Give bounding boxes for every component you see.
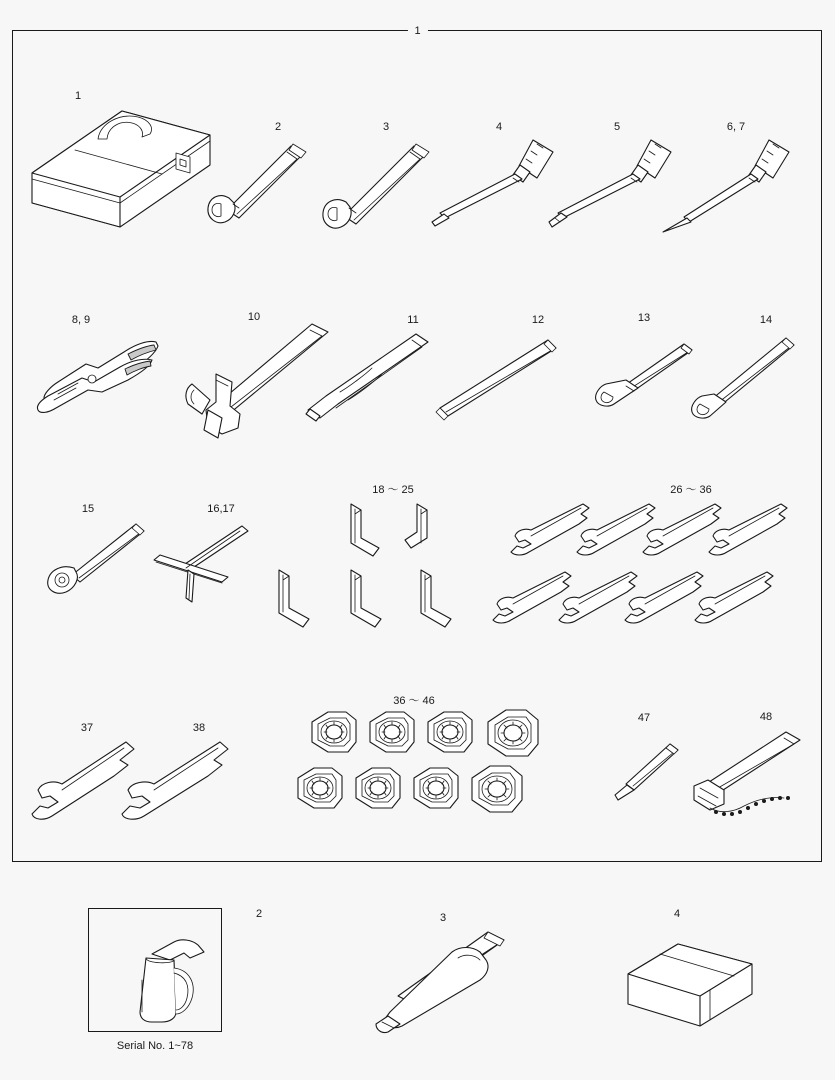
callout-3: 3 [382, 121, 390, 133]
open-end-wrench-set [495, 500, 800, 635]
chisel [298, 330, 433, 430]
toolbox-illustration [20, 55, 220, 235]
callout-14: 14 [759, 314, 773, 326]
callout-16-17: 16,17 [207, 503, 235, 515]
callout-b4: 4 [673, 908, 681, 920]
drift-punch [432, 336, 562, 426]
screwdriver-phillips [543, 138, 678, 233]
t-handle-wrench [152, 522, 257, 607]
plate-number-label: 1 [407, 25, 427, 37]
callout-10: 10 [247, 311, 261, 323]
pliers [28, 334, 163, 419]
callout-11: 11 [407, 314, 419, 326]
callout-26-36: 26 ～ 36 [670, 484, 712, 496]
parts-box [620, 930, 760, 1030]
callout-48: 48 [759, 711, 773, 723]
ratchet-handle [40, 520, 150, 595]
open-wrench-38 [108, 738, 233, 823]
adjustable-wrench-large [318, 142, 433, 237]
oil-can [112, 920, 212, 1025]
callout-b2: 2 [255, 908, 263, 920]
callout-18-25: 18 ～ 25 [372, 484, 414, 496]
callout-15: 15 [81, 503, 95, 515]
grease-gun [352, 930, 517, 1035]
screwdriver-flat [425, 138, 560, 233]
callout-36-46: 36 ～ 46 [393, 695, 435, 707]
callout-37: 37 [80, 722, 94, 734]
socket-set [296, 706, 546, 816]
extension-bar [682, 334, 802, 424]
callout-1: 1 [74, 90, 82, 102]
chain-wrench [680, 730, 810, 830]
adjustable-wrench-small [205, 142, 315, 232]
callout-b3: 3 [439, 912, 447, 924]
callout-2: 2 [274, 121, 282, 133]
serial-no-caption: Serial No. 1~78 [116, 1040, 194, 1052]
callout-6-7: 6, 7 [726, 121, 746, 133]
pin-punch [612, 738, 687, 808]
callout-5: 5 [613, 121, 621, 133]
screwdriver-pair [661, 138, 796, 238]
callout-12: 12 [531, 314, 545, 326]
callout-8-9: 8, 9 [71, 314, 91, 326]
callout-38: 38 [192, 722, 206, 734]
callout-4: 4 [495, 121, 503, 133]
callout-47: 47 [637, 712, 651, 724]
callout-13: 13 [637, 312, 651, 324]
